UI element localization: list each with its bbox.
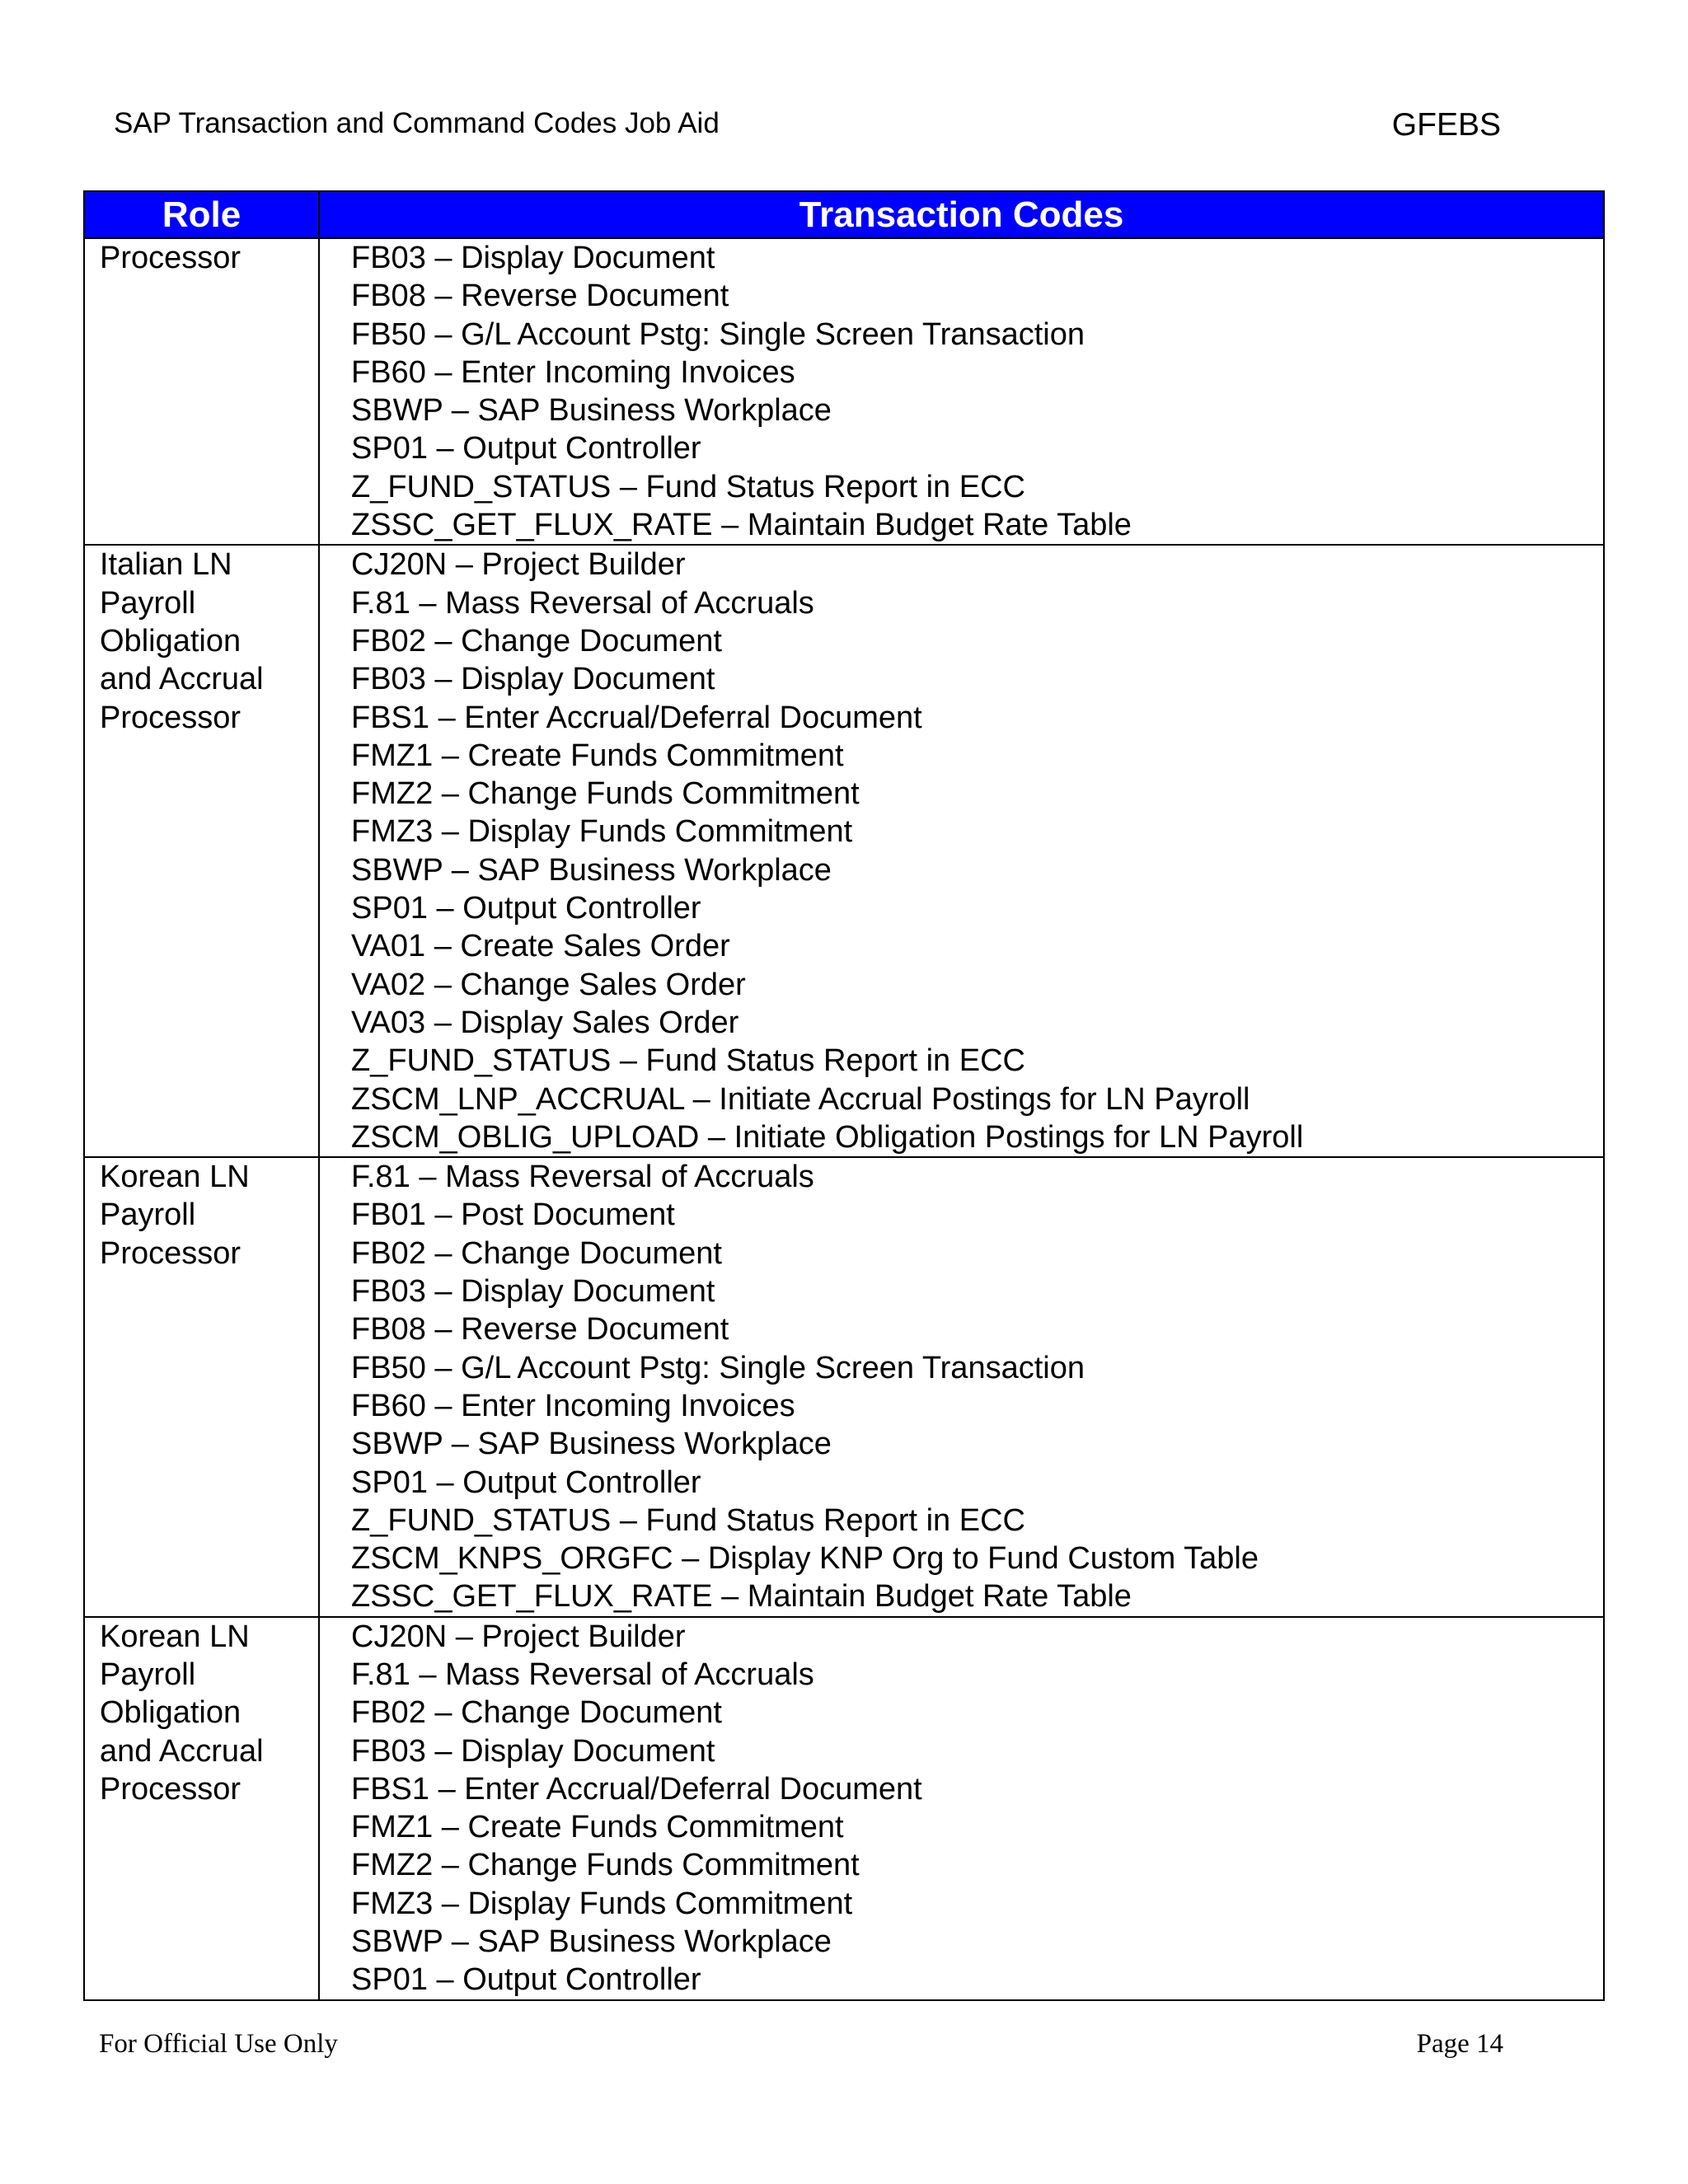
- transaction-code-item: SP01 – Output Controller: [351, 1962, 701, 1998]
- transaction-code-item: SP01 – Output Controller: [351, 891, 701, 926]
- transaction-code-item: VA02 – Change Sales Order: [351, 967, 746, 1002]
- transaction-code-item: FB60 – Enter Incoming Invoices: [351, 354, 795, 390]
- transaction-code-item: VA03 – Display Sales Order: [351, 1005, 739, 1040]
- transaction-code-item: FMZ3 – Display Funds Commitment: [351, 814, 853, 850]
- organization-label: GFEBS: [1391, 107, 1501, 143]
- transaction-code-item: FB02 – Change Document: [351, 1695, 722, 1731]
- transaction-code-item: FBS1 – Enter Accrual/Deferral Document: [351, 1771, 922, 1807]
- transaction-code-item: F.81 – Mass Reversal of Accruals: [351, 1160, 814, 1195]
- transaction-code-item: ZSCM_OBLIG_UPLOAD – Initiate Obligation Postings for LN Payroll: [351, 1119, 1304, 1155]
- transaction-code-item: FBS1 – Enter Accrual/Deferral Document: [351, 700, 922, 735]
- role-line: Processor: [100, 241, 241, 275]
- table-row: [84, 1157, 1604, 1617]
- role-line: Processor: [100, 700, 241, 735]
- transaction-code-item: FB02 – Change Document: [351, 623, 722, 658]
- transaction-code-item: Z_FUND_STATUS – Fund Status Report in ECC: [351, 1043, 1025, 1079]
- transaction-codes-column-header: Transaction Codes: [319, 191, 1604, 238]
- transaction-code-item: ZSSC_GET_FLUX_RATE – Maintain Budget Rate Table: [351, 1579, 1132, 1615]
- transaction-code-item: FB50 – G/L Account Pstg: Single Screen Transaction: [351, 316, 1085, 352]
- role-line: and Accrual: [100, 1733, 264, 1769]
- transaction-code-item: FB50 – G/L Account Pstg: Single Screen Transaction: [351, 1350, 1085, 1385]
- transaction-codes-cell: [319, 1617, 1604, 2000]
- transaction-codes-cell: [319, 1157, 1604, 1617]
- transaction-code-item: FB60 – Enter Incoming Invoices: [351, 1388, 795, 1423]
- transaction-code-item: FMZ3 – Display Funds Commitment: [351, 1886, 853, 1921]
- transaction-code-item: ZSCM_KNPS_ORGFC – Display KNP Org to Fund Custom Table: [351, 1541, 1259, 1577]
- transaction-code-item: Z_FUND_STATUS – Fund Status Report in ECC: [351, 469, 1025, 504]
- transaction-code-item: FB03 – Display Document: [351, 241, 715, 275]
- transaction-code-item: F.81 – Mass Reversal of Accruals: [351, 585, 814, 621]
- transaction-code-item: SBWP – SAP Business Workplace: [351, 1924, 832, 1960]
- transaction-code-item: FMZ1 – Create Funds Commitment: [351, 738, 844, 773]
- table-header-row: [84, 191, 1604, 238]
- role-line: Processor: [100, 1771, 241, 1807]
- role-line: and Accrual: [100, 662, 264, 697]
- transaction-code-item: CJ20N – Project Builder: [351, 547, 686, 583]
- table-row: [84, 1617, 1604, 2000]
- role-cell: [84, 1617, 319, 2000]
- transaction-code-item: Z_FUND_STATUS – Fund Status Report in ECC: [351, 1502, 1025, 1538]
- role-line: Obligation: [100, 1695, 241, 1731]
- role-cell: [84, 238, 319, 545]
- role-cell: [84, 545, 319, 1157]
- transaction-code-item: SBWP – SAP Business Workplace: [351, 393, 832, 429]
- transaction-code-item: FB01 – Post Document: [351, 1197, 675, 1233]
- transaction-code-item: FMZ2 – Change Funds Commitment: [351, 776, 860, 812]
- transaction-code-item: FB03 – Display Document: [351, 1274, 715, 1310]
- transaction-code-item: SP01 – Output Controller: [351, 1465, 701, 1500]
- transaction-code-item: FMZ1 – Create Funds Commitment: [351, 1810, 844, 1845]
- footer-classification: For Official Use Only: [99, 2029, 338, 2059]
- transaction-code-item: FMZ2 – Change Funds Commitment: [351, 1848, 860, 1883]
- role-line: Payroll: [100, 1197, 196, 1233]
- transaction-code-item: SP01 – Output Controller: [351, 431, 701, 466]
- table-row: [84, 238, 1604, 545]
- transaction-code-item: FB03 – Display Document: [351, 662, 715, 697]
- role-line: Korean LN: [100, 1160, 250, 1195]
- page-number: Page 14: [1416, 2029, 1503, 2059]
- transaction-code-item: FB03 – Display Document: [351, 1733, 715, 1769]
- transaction-code-item: VA01 – Create Sales Order: [351, 929, 730, 964]
- transaction-code-item: ZSCM_LNP_ACCRUAL – Initiate Accrual Postings for LN Payroll: [351, 1081, 1250, 1117]
- role-line: Payroll: [100, 585, 196, 621]
- table-row: [84, 545, 1604, 1157]
- role-line: Processor: [100, 1235, 241, 1271]
- transaction-code-item: ZSSC_GET_FLUX_RATE – Maintain Budget Rate Table: [351, 508, 1132, 543]
- transaction-code-item: FB08 – Reverse Document: [351, 1312, 729, 1347]
- transaction-codes-cell: [319, 238, 1604, 545]
- transaction-code-item: SBWP – SAP Business Workplace: [351, 852, 832, 888]
- transaction-code-item: CJ20N – Project Builder: [351, 1619, 686, 1654]
- role-line: Payroll: [100, 1657, 196, 1692]
- role-line: Italian LN: [100, 547, 232, 583]
- transaction-code-item: F.81 – Mass Reversal of Accruals: [351, 1657, 814, 1692]
- role-cell: [84, 1157, 319, 1617]
- table-body: [84, 238, 1604, 2000]
- transaction-code-item: SBWP – SAP Business Workplace: [351, 1427, 832, 1462]
- transaction-codes-cell: [319, 545, 1604, 1157]
- role-line: Korean LN: [100, 1619, 250, 1654]
- document-title: SAP Transaction and Command Codes Job Aid: [114, 107, 720, 139]
- transaction-codes-table: [83, 190, 1605, 2001]
- transaction-code-item: FB02 – Change Document: [351, 1235, 722, 1271]
- role-column-header: Role: [84, 191, 319, 238]
- transaction-code-item: FB08 – Reverse Document: [351, 279, 729, 314]
- role-line: Obligation: [100, 623, 241, 658]
